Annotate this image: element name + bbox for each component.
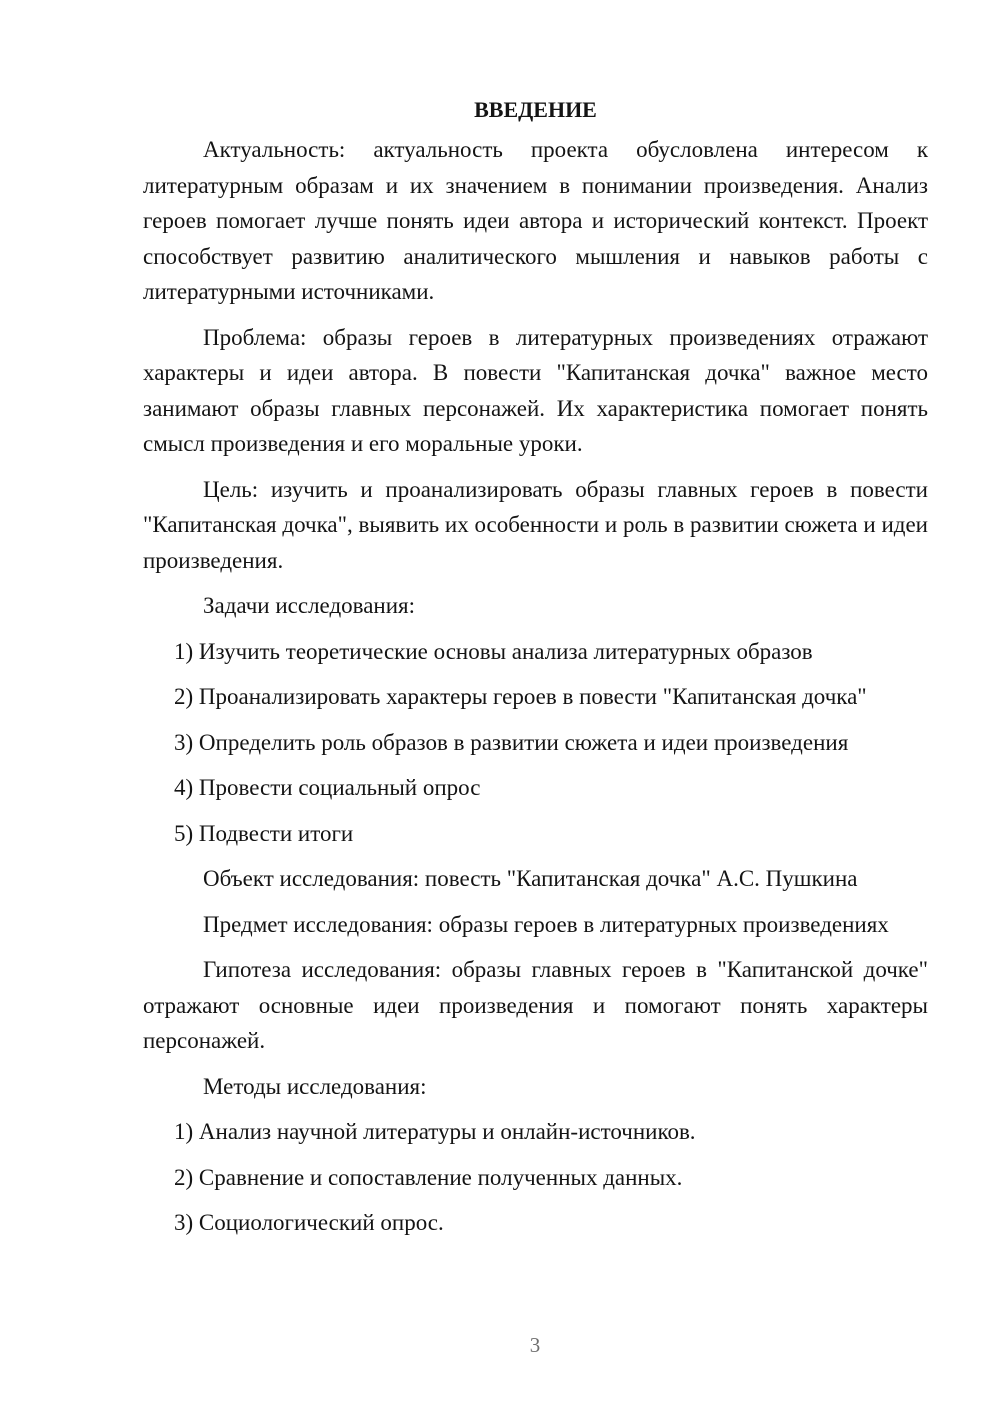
page-title: ВВЕДЕНИЕ: [474, 97, 597, 122]
subject-paragraph: Предмет исследования: образы героев в литературных произведениях: [203, 911, 889, 937]
relevance-paragraph: Актуальность: актуальность проекта обусловлена интересом к литературным образам и их значением в понимании произведения. Анализ героев помогает лучше понять идеи автора и исторический контекст. Проект способствует развитию аналитического мышления и навыков работы с литературными источниками.: [143, 137, 928, 304]
task-item-3: 3) Определить роль образов в развитии сюжета и идеи произведения: [174, 729, 849, 755]
problem-paragraph: Проблема: образы героев в литературных произведениях отражают характеры и идеи автора. В повести "Капитанская дочка" важное место занимают образы главных персонажей. Их характеристика помогает понять смысл произведения и его моральные уроки.: [143, 324, 928, 456]
goal-paragraph: Цель: изучить и проанализировать образы главных героев в повести "Капитанская дочка", выявить их особенности и роль в развитии сюжета и идеи произведения.: [143, 476, 928, 573]
page-number: 3: [529, 1333, 541, 1357]
task-item-4: 4) Провести социальный опрос: [174, 775, 481, 800]
tasks-heading: Задачи исследования:: [203, 593, 416, 618]
object-paragraph: Объект исследования: повесть "Капитанская дочка" А.С. Пушкина: [203, 866, 858, 891]
page-content: [143, 92, 928, 1241]
method-item-1: 1) Анализ научной литературы и онлайн-источников.: [174, 1119, 696, 1144]
hypothesis-paragraph: Гипотеза исследования: образы главных героев в "Капитанской дочке" отражают основные идеи произведения и помогают понять характеры персонажей.: [143, 957, 928, 1053]
task-item-5: 5) Подвести итоги: [174, 820, 354, 846]
methods-heading: Методы исследования:: [203, 1073, 427, 1099]
task-item-2: 2) Проанализировать характеры героев в повести "Капитанская дочка": [174, 684, 867, 709]
method-item-3: 3) Социологический опрос.: [174, 1210, 444, 1235]
task-item-1: 1) Изучить теоретические основы анализа литературных образов: [174, 638, 813, 664]
method-item-2: 2) Сравнение и сопоставление полученных данных.: [174, 1164, 683, 1190]
